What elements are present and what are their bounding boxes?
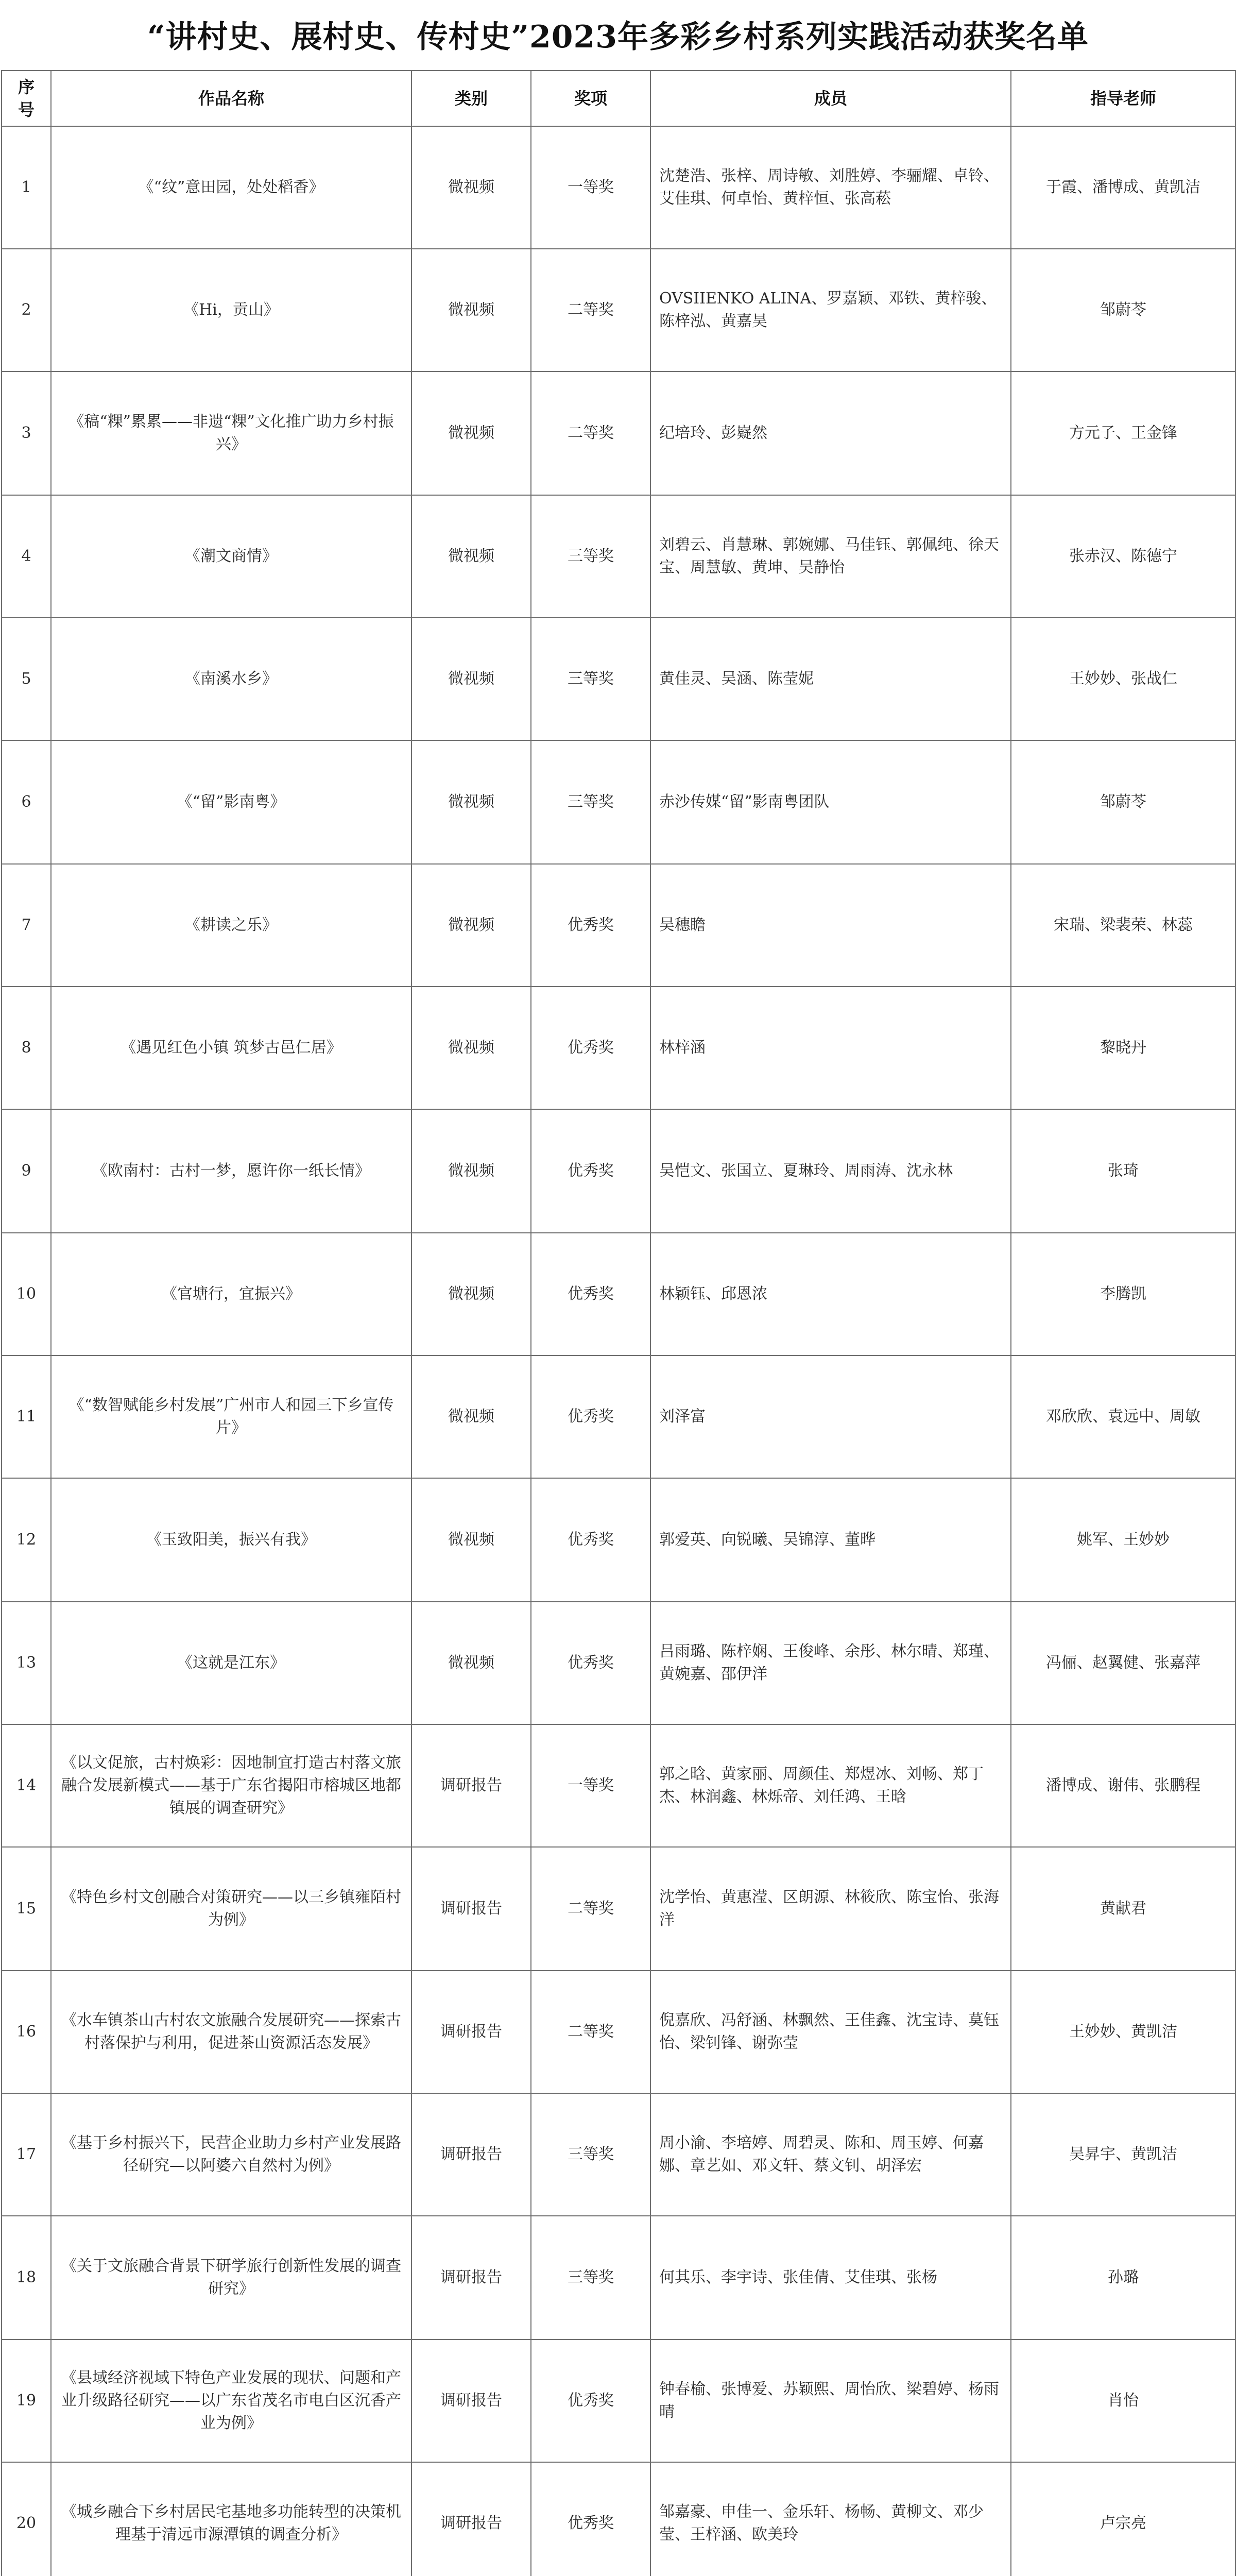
cell-title: 《这就是江东》 [51,1602,411,1724]
cell-award: 三等奖 [531,2216,650,2340]
cell-no: 5 [2,618,51,740]
cell-no: 1 [2,126,51,249]
cell-category: 微视频 [411,1355,531,1478]
table-row [2,371,1235,495]
cell-category: 微视频 [411,1233,531,1355]
cell-category: 微视频 [411,126,531,249]
cell-members: 倪嘉欣、冯舒涵、林飘然、王佳鑫、沈宝诗、莫钰怡、梁钊锋、谢弥莹 [650,1971,1011,2093]
table-row [2,740,1235,864]
table-row [2,2216,1235,2340]
cell-award: 优秀奖 [531,2340,650,2462]
cell-no: 15 [2,1847,51,1971]
cell-category: 微视频 [411,249,531,371]
cell-teacher: 张赤汉、陈德宁 [1011,495,1235,618]
cell-category: 微视频 [411,1109,531,1233]
cell-teacher: 李腾凯 [1011,1233,1235,1355]
cell-title: 《城乡融合下乡村居民宅基地多功能转型的决策机理基于清远市源潭镇的调查分析》 [51,2462,411,2576]
cell-members: 吴穗瞻 [650,864,1011,987]
cell-title: 《“数智赋能乡村发展”广州市人和园三下乡宣传片》 [51,1355,411,1478]
cell-members: 沈学怡、黄惠滢、区朗源、林筱欣、陈宝怡、张海洋 [650,1847,1011,1971]
header-row [2,71,1235,126]
cell-title: 《“纹”意田园，处处稻香》 [51,126,411,249]
cell-members: 刘泽富 [650,1355,1011,1478]
cell-award: 二等奖 [531,1847,650,1971]
cell-no: 9 [2,1109,51,1233]
cell-award: 优秀奖 [531,1355,650,1478]
header-teacher: 指导老师 [1011,71,1235,126]
cell-title: 《以文促旅，古村焕彩：因地制宜打造古村落文旅融合发展新模式——基于广东省揭阳市榕城区地都镇展的调查研究》 [51,1724,411,1847]
cell-members: OVSIIENKO ALINA、罗嘉颖、邓铁、黄梓骏、陈梓泓、黄嘉昊 [650,249,1011,371]
cell-award: 一等奖 [531,126,650,249]
cell-award: 二等奖 [531,249,650,371]
cell-category: 微视频 [411,864,531,987]
table-row [2,126,1235,249]
cell-title: 《Hi，贡山》 [51,249,411,371]
cell-teacher: 卢宗亮 [1011,2462,1235,2576]
cell-members: 邹嘉豪、申佳一、金乐轩、杨畅、黄柳文、邓少莹、王梓涵、欧美玲 [650,2462,1011,2576]
cell-teacher: 于霞、潘博成、黄凯洁 [1011,126,1235,249]
cell-teacher: 孙璐 [1011,2216,1235,2340]
cell-category: 调研报告 [411,2216,531,2340]
cell-award: 优秀奖 [531,1602,650,1724]
table-row [2,1602,1235,1724]
cell-teacher: 邹蔚苓 [1011,249,1235,371]
table-row [2,1355,1235,1478]
table-row [2,1971,1235,2093]
header-no: 序号 [2,71,51,126]
cell-no: 2 [2,249,51,371]
cell-teacher: 王妙妙、黄凯洁 [1011,1971,1235,2093]
cell-category: 微视频 [411,618,531,740]
table-row [2,2340,1235,2462]
cell-members: 黄佳灵、吴涵、陈莹妮 [650,618,1011,740]
cell-no: 12 [2,1478,51,1602]
cell-teacher: 潘博成、谢伟、张鹏程 [1011,1724,1235,1847]
award-table [1,70,1236,2576]
cell-title: 《耕读之乐》 [51,864,411,987]
cell-title: 《特色乡村文创融合对策研究——以三乡镇雍陌村为例》 [51,1847,411,1971]
header-award: 奖项 [531,71,650,126]
cell-teacher: 黎晓丹 [1011,987,1235,1109]
cell-category: 微视频 [411,1602,531,1724]
table-row [2,864,1235,987]
cell-members: 刘碧云、肖慧琳、郭婉娜、马佳钰、郭佩纯、徐天宝、周慧敏、黄坤、吴静怡 [650,495,1011,618]
header-category: 类别 [411,71,531,126]
cell-no: 13 [2,1602,51,1724]
table-header [2,71,1235,126]
cell-award: 二等奖 [531,371,650,495]
table-row [2,1109,1235,1233]
table-row [2,1724,1235,1847]
cell-award: 优秀奖 [531,864,650,987]
cell-title: 《潮文商情》 [51,495,411,618]
table-row [2,1847,1235,1971]
table-row [2,495,1235,618]
cell-no: 7 [2,864,51,987]
cell-members: 吕雨璐、陈梓娴、王俊峰、余彤、林尔晴、郑瑾、黄婉嘉、邵伊洋 [650,1602,1011,1724]
cell-title: 《基于乡村振兴下，民营企业助力乡村产业发展路径研究—以阿婆六自然村为例》 [51,2093,411,2216]
table-body [2,126,1235,2576]
cell-award: 三等奖 [531,495,650,618]
cell-members: 周小渝、李培婷、周碧灵、陈和、周玉婷、何嘉娜、章艺如、邓文轩、蔡文钊、胡泽宏 [650,2093,1011,2216]
cell-award: 优秀奖 [531,987,650,1109]
cell-award: 二等奖 [531,1971,650,2093]
table-row [2,2093,1235,2216]
cell-award: 三等奖 [531,618,650,740]
cell-title: 《南溪水乡》 [51,618,411,740]
cell-teacher: 王妙妙、张战仁 [1011,618,1235,740]
cell-title: 《“留”影南粤》 [51,740,411,864]
cell-title: 《稿“粿”累累——非遗“粿”文化推广助力乡村振兴》 [51,371,411,495]
cell-award: 优秀奖 [531,1233,650,1355]
table-row [2,1233,1235,1355]
cell-no: 18 [2,2216,51,2340]
cell-teacher: 黄献君 [1011,1847,1235,1971]
cell-no: 20 [2,2462,51,2576]
cell-award: 优秀奖 [531,2462,650,2576]
page-title: “讲村史、展村史、传村史”2023年多彩乡村系列实践活动获奖名单 [147,19,1089,55]
cell-members: 林梓涵 [650,987,1011,1109]
cell-award: 优秀奖 [531,1478,650,1602]
cell-members: 吴恺文、张国立、夏琳玲、周雨涛、沈永林 [650,1109,1011,1233]
cell-category: 调研报告 [411,1971,531,2093]
cell-teacher: 方元子、王金锋 [1011,371,1235,495]
cell-members: 赤沙传媒“留”影南粤团队 [650,740,1011,864]
table-row [2,249,1235,371]
cell-title: 《关于文旅融合背景下研学旅行创新性发展的调查研究》 [51,2216,411,2340]
header-title: 作品名称 [51,71,411,126]
table-row [2,2462,1235,2576]
cell-teacher: 冯俪、赵翼健、张嘉萍 [1011,1602,1235,1724]
cell-category: 微视频 [411,371,531,495]
cell-members: 纪培玲、彭嶷然 [650,371,1011,495]
cell-title: 《欧南村：古村一梦，愿许你一纸长情》 [51,1109,411,1233]
cell-members: 沈楚浩、张梓、周诗敏、刘胜婷、李骊耀、卓铃、艾佳琪、何卓怡、黄梓恒、张高菘 [650,126,1011,249]
cell-teacher: 邓欣欣、袁远中、周敏 [1011,1355,1235,1478]
cell-teacher: 肖怡 [1011,2340,1235,2462]
cell-teacher: 张琦 [1011,1109,1235,1233]
cell-teacher: 姚军、王妙妙 [1011,1478,1235,1602]
cell-category: 调研报告 [411,2462,531,2576]
cell-no: 10 [2,1233,51,1355]
cell-members: 何其乐、李宇诗、张佳倩、艾佳琪、张杨 [650,2216,1011,2340]
cell-members: 郭之晗、黄家丽、周颜佳、郑煜冰、刘畅、郑丁杰、林润鑫、林烁帝、刘任鸿、王晗 [650,1724,1011,1847]
cell-category: 调研报告 [411,2093,531,2216]
table-row [2,618,1235,740]
cell-category: 调研报告 [411,1847,531,1971]
cell-title: 《遇见红色小镇 筑梦古邑仁居》 [51,987,411,1109]
table-row [2,987,1235,1109]
header-members: 成员 [650,71,1011,126]
cell-category: 微视频 [411,495,531,618]
cell-category: 微视频 [411,1478,531,1602]
cell-no: 16 [2,1971,51,2093]
table-row [2,1478,1235,1602]
cell-award: 优秀奖 [531,1109,650,1233]
cell-category: 调研报告 [411,2340,531,2462]
cell-members: 钟春榆、张博爱、苏颖熙、周怡欣、梁碧婷、杨雨晴 [650,2340,1011,2462]
cell-no: 8 [2,987,51,1109]
cell-title: 《玉致阳美，振兴有我》 [51,1478,411,1602]
cell-no: 6 [2,740,51,864]
cell-award: 一等奖 [531,1724,650,1847]
cell-category: 微视频 [411,740,531,864]
cell-teacher: 吴昇宇、黄凯洁 [1011,2093,1235,2216]
cell-award: 三等奖 [531,2093,650,2216]
cell-title: 《官塘行，宜振兴》 [51,1233,411,1355]
cell-no: 14 [2,1724,51,1847]
cell-award: 三等奖 [531,740,650,864]
cell-no: 19 [2,2340,51,2462]
cell-members: 郭爱英、向锐曦、吴锦淳、董晔 [650,1478,1011,1602]
cell-category: 微视频 [411,987,531,1109]
cell-teacher: 邹蔚苓 [1011,740,1235,864]
cell-members: 林颖钰、邱恩浓 [650,1233,1011,1355]
cell-no: 3 [2,371,51,495]
cell-no: 17 [2,2093,51,2216]
cell-no: 4 [2,495,51,618]
cell-category: 调研报告 [411,1724,531,1847]
cell-teacher: 宋瑞、梁裴荣、林蕊 [1011,864,1235,987]
cell-no: 11 [2,1355,51,1478]
cell-title: 《县域经济视域下特色产业发展的现状、问题和产业升级路径研究——以广东省茂名市电白区沉香产业为例》 [51,2340,411,2462]
cell-title: 《水车镇茶山古村农文旅融合发展研究——探索古村落保护与利用，促进茶山资源活态发展》 [51,1971,411,2093]
